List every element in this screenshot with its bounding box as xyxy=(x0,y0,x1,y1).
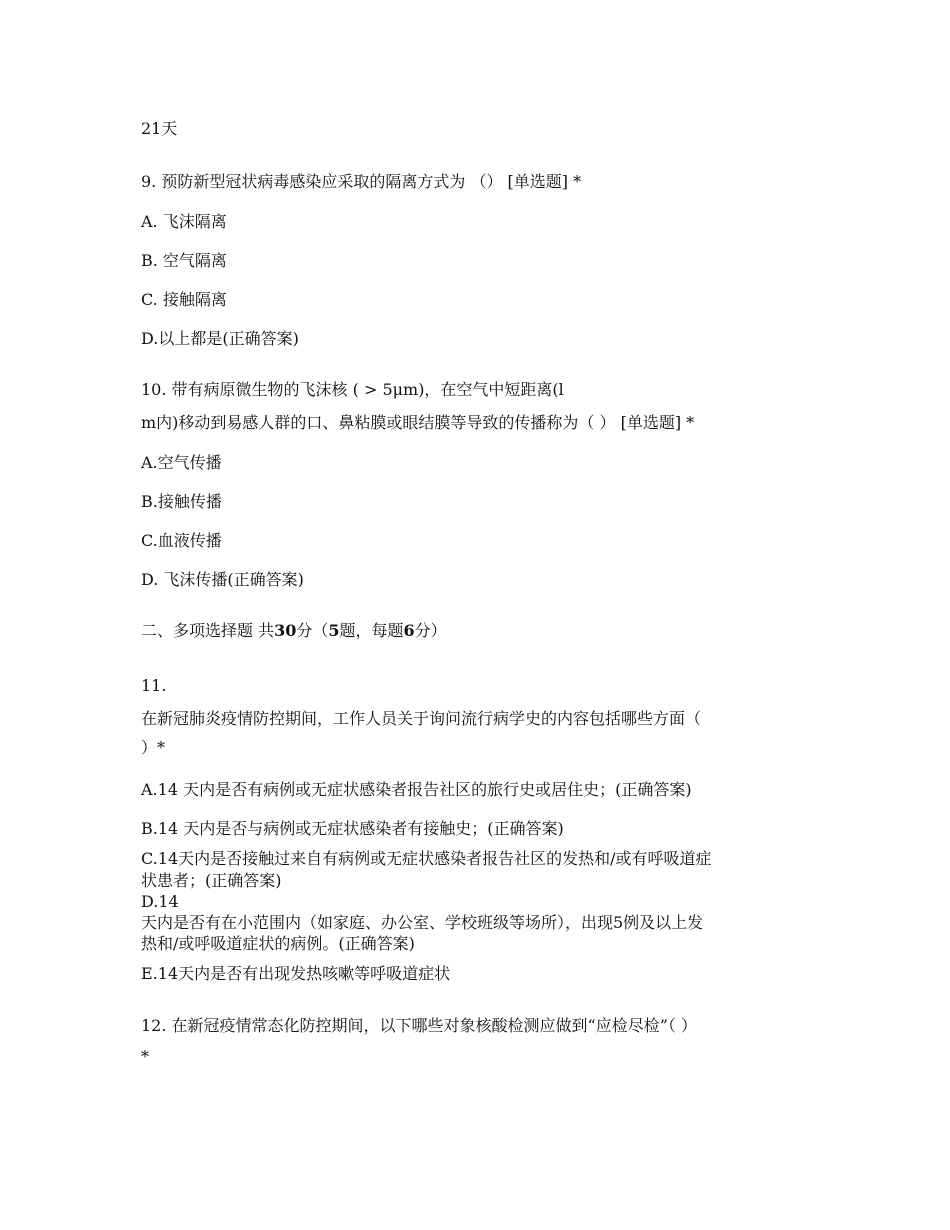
question-11-stem-line-2: ）* xyxy=(141,738,166,757)
question-10-stem-line-2: m内)移动到易感人群的口、鼻粘膜或眼结膜等导致的传播称为（ ） [单选题] * xyxy=(141,413,695,432)
question-10-option-d: D. 飞沫传播(正确答案) xyxy=(141,570,304,589)
question-11-option-c-line-2: 状患者；(正确答案) xyxy=(141,871,282,890)
question-10-option-a: A.空气传播 xyxy=(141,453,222,472)
question-11-option-d-line-1: D.14 xyxy=(141,892,179,911)
section-total-score: 30 xyxy=(274,621,297,640)
question-10-stem-line-1: 10. 带有病原微生物的飞沫核 ( > 5μm)，在空气中短距离(l xyxy=(141,380,564,399)
question-11-option-d-line-3: 热和/或呼吸道症状的病例。(正确答案) xyxy=(141,934,415,953)
question-9-stem: 9. 预防新型冠状病毒感染应采取的隔离方式为 （） [单选题] * xyxy=(141,172,582,191)
question-11-stem-line-1: 在新冠肺炎疫情防控期间，工作人员关于询问流行病学史的内容包括哪些方面（ xyxy=(141,709,702,728)
question-9-option-b: B. 空气隔离 xyxy=(141,251,227,270)
question-11-option-e: E.14天内是否有出现发热咳嗽等呼吸道症状 xyxy=(141,964,451,983)
question-9-option-a: A. 飞沫隔离 xyxy=(141,212,227,231)
section-heading-multiple-choice xyxy=(141,620,447,642)
section-heading-prefix: 二、多项选择题 共 xyxy=(141,621,275,640)
question-11-option-b: B.14 天内是否与病例或无症状感染者有接触史；(正确答案) xyxy=(141,819,564,838)
question-12-stem-line-2: * xyxy=(141,1047,149,1066)
question-9-option-d: D.以上都是(正确答案) xyxy=(141,329,299,348)
question-11-number: 11. xyxy=(141,676,167,695)
question-12-stem-line-1: 12. 在新冠疫情常态化防控期间，以下哪些对象核酸检测应做到“应检尽检”（ ） xyxy=(141,1016,697,1035)
section-heading-suffix: 分） xyxy=(414,621,447,640)
question-11-option-a: A.14 天内是否有病例或无症状感染者报告社区的旅行史或居住史；(正确答案) xyxy=(141,780,692,799)
section-heading-mid-2: 题，每题 xyxy=(339,621,404,640)
section-score-per-question: 6 xyxy=(403,621,415,640)
question-11-option-d-line-2: 天内是否有在小范围内（如家庭、办公室、学校班级等场所），出现5例及以上发 xyxy=(141,913,704,932)
question-10-option-b: B.接触传播 xyxy=(141,492,222,511)
question-9-option-c: C. 接触隔离 xyxy=(141,290,227,309)
question-11-option-c-line-1: C.14天内是否接触过来自有病例或无症状感染者报告社区的发热和/或有呼吸道症 xyxy=(141,849,712,868)
previous-answer-text: 21天 xyxy=(141,119,178,138)
section-heading-mid-1: 分（ xyxy=(296,621,329,640)
section-question-count: 5 xyxy=(328,621,340,640)
question-10-option-c: C.血液传播 xyxy=(141,531,222,550)
